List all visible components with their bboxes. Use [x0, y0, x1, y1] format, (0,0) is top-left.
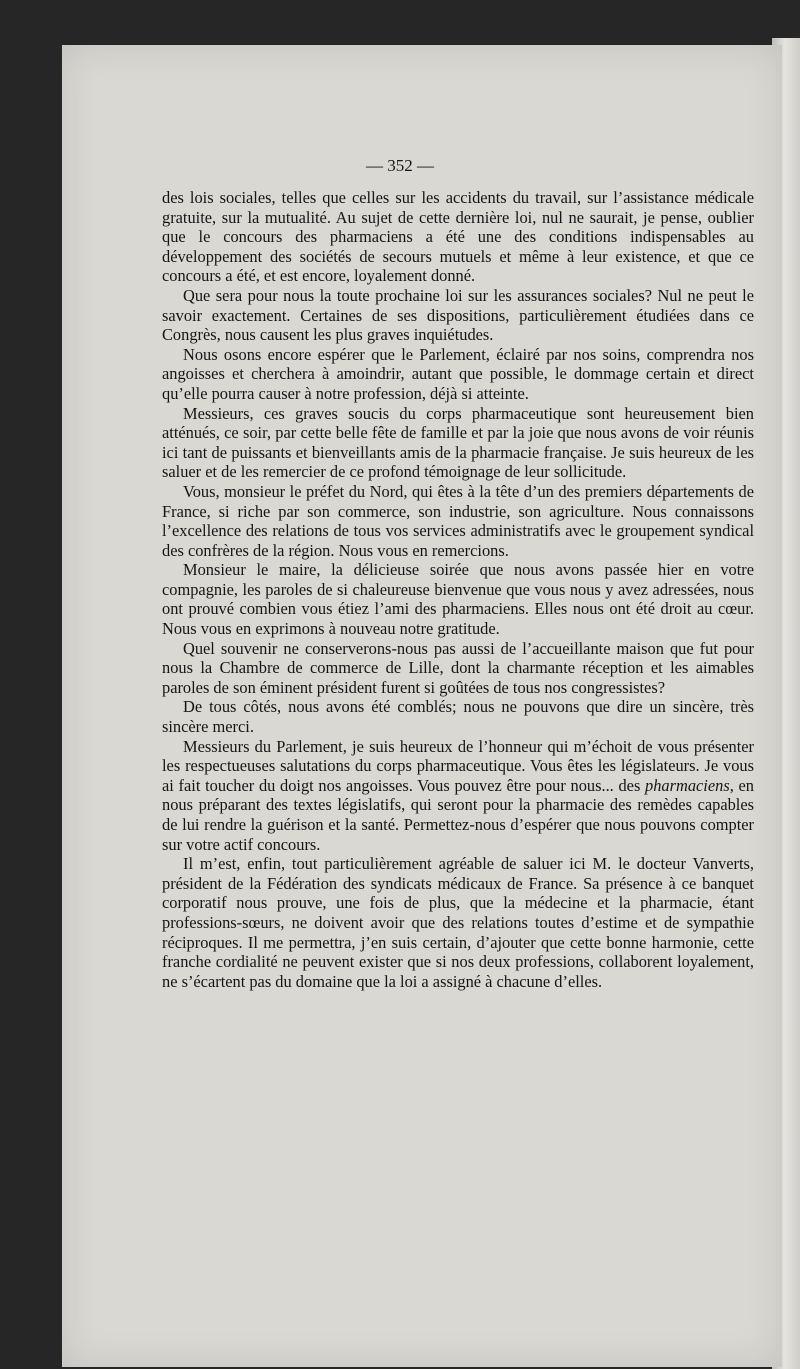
paragraph: Monsieur le maire, la délicieuse soirée que nous avons passée hier en votre compagnie, les paroles de si chaleureuse bienvenue que vous nous y avez adressées, nous ont prouvé combien vous étiez l’ami des pharmaciens. Elles nous ont été droit au cœur. Nous vous en exprimons à nouveau notre gratitude. [162, 560, 754, 639]
paragraph: Que sera pour nous la toute prochaine loi sur les assurances sociales? Nul ne peut le savoir exactement. Certaines de ses dispositions, particulièrement étudiées dans ce Congrès, nous causent les plus graves inquiétudes. [162, 285, 754, 345]
body-text [162, 188, 754, 991]
paragraph: Nous osons encore espérer que le Parlement, éclairé par nos soins, comprendra nos angoisses et cherchera à amoindrir, autant que possible, le dommage certain et direct qu’elle pourra causer à notre profession, déjà si atteinte. [162, 344, 754, 403]
paragraph: Vous, monsieur le préfet du Nord, qui êtes à la tête d’un des premiers départements de France, si riche par son commerce, son industrie, son agriculture. Nous connaissons l’excellence des relations de tous vos services administratifs avec le groupement syndical des confrères de la région. Nous vous en remercions. [162, 481, 754, 560]
paragraph [162, 737, 754, 855]
page-number: — 352 — [366, 156, 434, 175]
paragraph: Il m’est, enfin, tout particulièrement agréable de saluer ici M. le docteur Vanverts, président de la Fédération des syndicats médicaux de France. Sa présence à ce banquet corporatif nous prouve, une fois de plus, que la médecine et la pharmacie, étant professions-sœurs, ne doivent avoir que des relations toutes d’estime et de sympathie réciproques. Il me permettra, j’en suis certain, d’ajouter que cette bonne harmonie, cette franche cordialité ne peuvent exister que si nos deux professions, collaborent loyalement, ne s’écartent pas du domaine que la loi a assigné à chacune d’elles. [162, 854, 754, 991]
paragraph: des lois sociales, telles que celles sur les accidents du travail, sur l’assistance médicale gratuite, sur la mutualité. Au sujet de cette dernière loi, nul ne saurait, je pense, oublier que le concours des pharmaciens a été une des conditions indispensables au développement des sociétés de secours mutuels et même à leur existence, et que ce concours a été, et est encore, loyalement donné. [162, 188, 754, 286]
paragraph: De tous côtés, nous avons été comblés; nous ne pouvons que dire un sincère, très sincère merci. [162, 697, 754, 737]
paragraph-text: Messieurs du Parlement, je suis heureux de l’honneur qui m’échoit de vous présenter les respectueuses salutations du corps pharmaceutique. Vous êtes les législateurs. Je vous ai fait toucher du doigt nos angoisses. Vous pouvez être pour nous... des [162, 736, 754, 795]
paragraph: Messieurs, ces graves soucis du corps pharmaceutique sont heureusement bien atténués, ce soir, par cette belle fête de famille et par la joie que nous avons de voir réunis ici tant de puissants et bienveillants amis de la pharmacie française. Je suis heureux de les saluer et de les remercier de ce profond témoignage de leur sollicitude. [162, 403, 754, 482]
paragraph: Quel souvenir ne conserverons-nous pas aussi de l’accueillante maison que fut pour nous la Chambre de commerce de Lille, dont la charmante réception et les aimables paroles de son éminent président furent si goûtées de tous nos congressistes? [162, 638, 754, 697]
italic-word: pharmaciens [645, 775, 730, 795]
paragraph-text: , en nous préparant des textes législatifs, qui seront pour la pharmacie des remèdes capables de lui rendre la guérison et la santé. Permettez-nous d’espérer que nous pouvons compter sur votre actif concours. [162, 775, 754, 854]
